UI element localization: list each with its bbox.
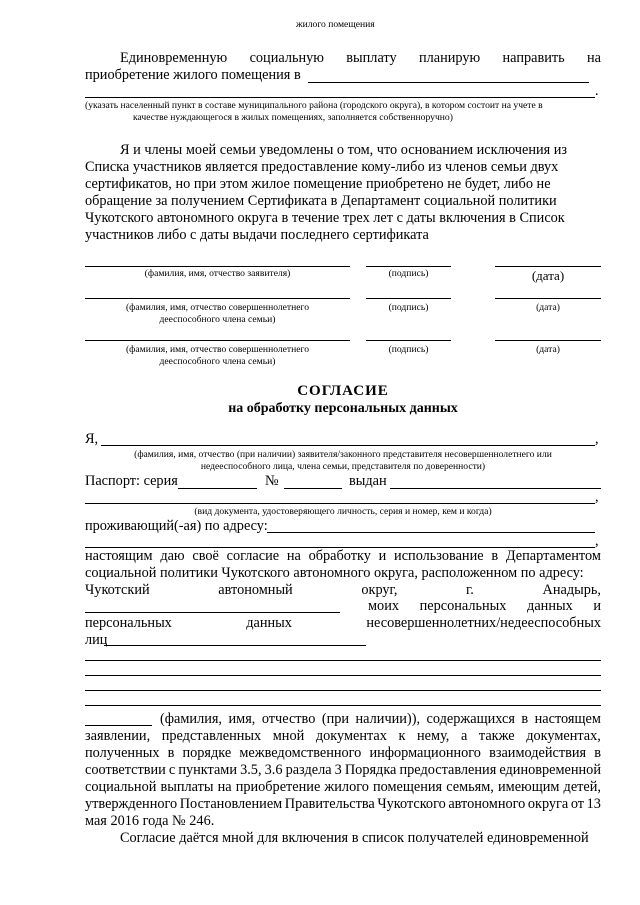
consent-line-6-label: лиц	[85, 632, 108, 648]
consent-line-1	[85, 548, 601, 565]
word: на	[286, 548, 301, 564]
word: представленных	[161, 728, 262, 744]
word: предоставления	[399, 762, 497, 778]
word: выплаты	[160, 779, 214, 795]
consent-line-4	[368, 598, 601, 615]
word: и	[593, 598, 601, 614]
word: и	[378, 548, 387, 564]
word: персональных	[419, 598, 507, 614]
word: межведомственного	[239, 745, 362, 761]
word: 13	[586, 796, 601, 812]
word: социальной	[85, 779, 157, 795]
word: документах	[315, 728, 387, 744]
word: Чукотский	[85, 582, 150, 598]
member2-sign-caption: (подпись)	[388, 344, 429, 355]
word: 3.6	[264, 762, 283, 778]
consent-line-2: социальной политики Чукотского автономного округа, расположенном по адресу:	[85, 565, 584, 581]
word: помещения	[372, 779, 443, 795]
word: (фамилия,	[160, 711, 223, 727]
word: нему,	[417, 728, 450, 744]
passport-label: Паспорт: серия	[85, 473, 178, 489]
word: информационного	[369, 745, 481, 761]
word: Порядка	[344, 762, 397, 778]
word: порядке	[182, 745, 232, 761]
word: настоящим	[85, 548, 153, 564]
consent-title: СОГЛАСИЕ	[297, 383, 389, 399]
notice-line-2: Списка участников является предоставление кому-либо из членов семьи двух	[85, 159, 559, 175]
passport-series-input[interactable]	[178, 488, 257, 489]
i-label: Я,	[85, 431, 99, 447]
word: а	[460, 728, 468, 744]
consent-body-line-6	[85, 796, 601, 813]
notice-line-1: Я и члены моей семьи уведомлены о том, что основанием исключения из	[120, 142, 568, 158]
applicant-name-caption: (фамилия, имя, отчество заявителя)	[144, 268, 291, 279]
word: 3.5,	[240, 762, 262, 778]
member2-date-line[interactable]	[495, 340, 601, 341]
member1-date-line[interactable]	[495, 298, 601, 299]
consent-body-line-4	[85, 762, 601, 779]
top-label: жилого помещения	[296, 19, 375, 30]
consent-body-line-3	[85, 745, 601, 762]
word: в	[594, 745, 601, 761]
consent-body-line-5	[85, 779, 601, 796]
word: использование	[394, 548, 484, 564]
word: моих	[368, 598, 399, 614]
word: с	[168, 762, 176, 778]
word: Правительства	[284, 796, 375, 812]
word: отчество	[261, 711, 316, 727]
word: в	[521, 711, 529, 727]
word: заявлении,	[85, 728, 151, 744]
fullname-caption-1: (фамилия, имя, отчество (при наличии) заявителя/законного представителя несовершеннолетнего или	[134, 449, 552, 460]
word: мной	[272, 728, 305, 744]
word: единовременной	[499, 762, 601, 778]
word: соответствии	[85, 762, 166, 778]
intro-line2: приобретение жилого помещения в	[85, 67, 301, 83]
fullname-input-line[interactable]	[101, 445, 595, 446]
word: несовершеннолетних/недееспособных	[366, 615, 601, 631]
word: планирую	[418, 50, 481, 66]
consent-body-line-8: Согласие даётся мной для включения в список получателей единовременной	[120, 830, 589, 846]
word: своё	[192, 548, 219, 564]
member1-caption-2: дееспособного члена семьи)	[159, 314, 276, 325]
word: обработку	[308, 548, 371, 564]
passport-issued-input[interactable]	[390, 488, 601, 489]
minors-input-line-4[interactable]	[85, 690, 601, 691]
word: Департаментом	[505, 548, 601, 564]
address-label: проживающий(-ая) по адресу:	[85, 518, 268, 534]
document-input-line[interactable]	[85, 503, 595, 504]
word: содержащихся	[426, 711, 515, 727]
minors-input-line-5[interactable]	[85, 705, 601, 706]
word: раздела	[285, 762, 332, 778]
consent-body-line-1	[160, 711, 601, 728]
word: документах,	[526, 728, 601, 744]
intro-period: .	[595, 83, 599, 99]
word: взаимодействия	[489, 745, 587, 761]
passport-number-label: №	[265, 473, 279, 489]
word: округа	[527, 796, 569, 812]
consent-line-5	[85, 615, 601, 632]
word: округ,	[361, 582, 398, 598]
word: приобретение	[235, 779, 321, 795]
notice-line-6: участников либо с даты выдачи последнего сертификата	[85, 227, 429, 243]
document-comma: ,	[595, 489, 599, 505]
word: имя,	[228, 711, 256, 727]
consent-body-line-2	[85, 728, 601, 745]
word: 3	[334, 762, 342, 778]
minors-input-line-3[interactable]	[85, 675, 601, 676]
word: Единовременную	[120, 50, 228, 66]
word: автономный	[218, 582, 293, 598]
member1-date-caption: (дата)	[536, 302, 560, 313]
member1-sign-caption: (подпись)	[388, 302, 429, 313]
applicant-date-caption: (дата)	[531, 268, 565, 283]
word: согласие	[226, 548, 280, 564]
settlement-caption-1: (указать населенный пункт в составе муниципального района (городского округа), в котором состоит на учете в	[85, 100, 543, 111]
member2-date-caption: (дата)	[536, 344, 560, 355]
word: Анадырь,	[542, 582, 601, 598]
word: социальную	[249, 50, 324, 66]
consent-line-3	[85, 582, 601, 599]
applicant-sign-line[interactable]	[366, 266, 451, 267]
applicant-name-line[interactable]	[85, 266, 350, 267]
word: семьям,	[446, 779, 494, 795]
word: выплату	[346, 50, 397, 66]
minors-input-line-2[interactable]	[85, 660, 601, 661]
intro-line1	[120, 50, 601, 67]
address-comma: ,	[595, 533, 599, 549]
word: в	[491, 548, 499, 564]
notice-line-4: обращение за получением Сертификата в Департамент социальной политики	[85, 193, 557, 209]
word: (при	[321, 711, 350, 727]
word: направить	[502, 50, 565, 66]
word: Чукотского	[377, 796, 446, 812]
word: к	[398, 728, 406, 744]
member2-caption-1: (фамилия, имя, отчество совершеннолетнего	[125, 344, 309, 355]
address-input-line[interactable]	[267, 532, 595, 533]
member2-sign-line[interactable]	[366, 340, 451, 341]
word: пунктами	[178, 762, 237, 778]
word: также	[478, 728, 515, 744]
word: наличии)),	[355, 711, 421, 727]
word: настоящем	[534, 711, 601, 727]
consent-address-input[interactable]	[85, 612, 340, 613]
member1-caption-1: (фамилия, имя, отчество совершеннолетнего	[125, 302, 309, 313]
applicant-date-line[interactable]	[495, 266, 601, 267]
member1-sign-line[interactable]	[366, 298, 451, 299]
word: г.	[466, 582, 474, 598]
word: полученных	[85, 745, 160, 761]
settlement-input-line[interactable]	[308, 82, 589, 83]
fullname-caption-2: недееспособного лица, члена семьи, представителя по доверенности)	[200, 461, 486, 472]
word: утвержденного	[85, 796, 178, 812]
word: детей,	[563, 779, 601, 795]
word: данных	[527, 598, 573, 614]
word: данных	[246, 615, 292, 631]
notice-line-5: Чукотского автономного округа в течение трех лет с даты включения в Список	[85, 210, 565, 226]
word: автономного	[448, 796, 526, 812]
document-caption: (вид документа, удостоверяющего личность, серия и номер, кем и когда)	[194, 506, 492, 517]
minors-input-line-1[interactable]	[104, 645, 366, 646]
settlement-caption-2: качестве нуждающегося в жилых помещениях, заполняется собственноручно)	[133, 112, 453, 123]
minors-input-line-6[interactable]	[85, 725, 152, 726]
fullname-comma: ,	[595, 431, 599, 447]
word: жилого	[324, 779, 369, 795]
word: от	[570, 796, 585, 812]
consent-subtitle: на обработку персональных данных	[228, 401, 458, 416]
consent-body-line-7: мая 2016 года № 246.	[85, 813, 215, 829]
word: Постановлением	[179, 796, 283, 812]
passport-issued-label: выдан	[349, 473, 387, 489]
word: даю	[160, 548, 185, 564]
notice-line-3: сертификатов, но при этом жилое помещение приобретено не будет, либо не	[85, 176, 551, 192]
member2-caption-2: дееспособного члена семьи)	[159, 356, 276, 367]
word: на	[217, 779, 232, 795]
word: в	[167, 745, 175, 761]
applicant-sign-caption: (подпись)	[388, 268, 429, 279]
member1-name-line[interactable]	[85, 298, 350, 299]
word: персональных	[85, 615, 172, 631]
word: имеющим	[498, 779, 560, 795]
member2-name-line[interactable]	[85, 340, 350, 341]
word: на	[586, 50, 601, 66]
passport-number-input[interactable]	[284, 488, 342, 489]
settlement-input-line-2[interactable]	[85, 97, 595, 98]
